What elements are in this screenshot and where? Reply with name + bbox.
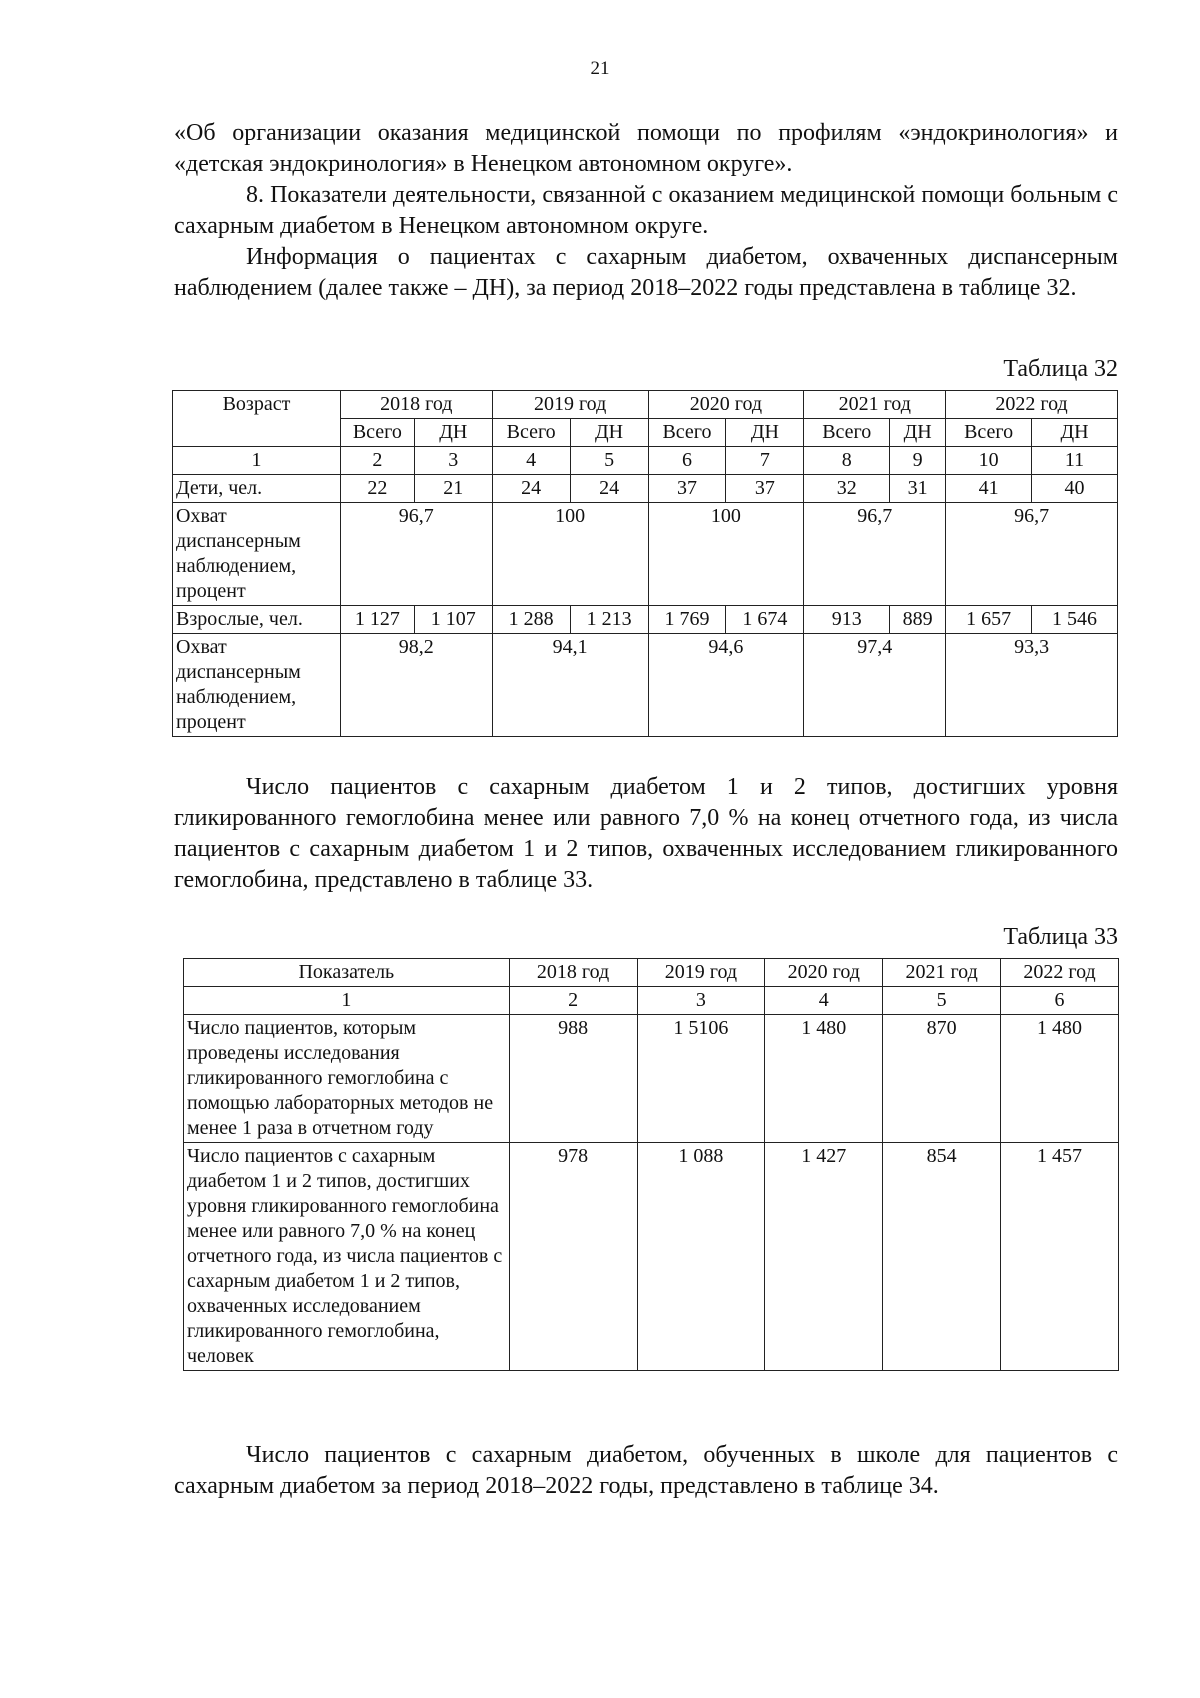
table-32-children-row [173,475,1118,503]
table-33-cell: 6 [1001,987,1119,1015]
table-33-cell: 978 [509,1143,637,1371]
table-32-cell: 97,4 [804,634,946,737]
final-paragraph [174,1440,1118,1502]
table-33-cell: 1 480 [765,1015,883,1143]
table-32-total-header: Всего [492,419,570,447]
table-32-cell: 22 [340,475,414,503]
table-33-cell: 870 [883,1015,1001,1143]
table-33-row-1 [184,1015,1119,1143]
table-32-cell: 3 [414,447,492,475]
table-33-year: 2021 год [883,959,1001,987]
table-32-cell: 6 [648,447,726,475]
table-32-cell: 1 546 [1032,606,1118,634]
table-32-cell: 1 674 [726,606,804,634]
table-32-year: 2018 год [340,391,492,419]
table-33-year: 2019 год [637,959,765,987]
table-33-row-label: Число пациентов с сахарным диабетом 1 и 2 типов, достигших уровня гликированного гемоглобина менее или равного 7,0 % на конец отчетного года, из числа пациентов с сахарным диабетом 1 и 2 типов, охваченных исследованием гликированного гемоглобина, человек [184,1143,510,1371]
table-32-cell: 96,7 [804,503,946,606]
table-32-total-header: Всего [804,419,890,447]
table-32-row-label: Дети, чел. [173,475,341,503]
table-32-cell: 10 [946,447,1032,475]
middle-paragraph-text: Число пациентов с сахарным диабетом 1 и 2 типов, достигших уровня гликированного гемоглобина менее или равного 7,0 % на конец отчетного года, из числа пациентов с сахарным диабетом 1 и 2 типов, охваченных исследованием гликированного гемоглобина, представлено в таблице 33. [174,774,1118,893]
table-33-cell: 3 [637,987,765,1015]
intro-paragraph-2-text: 8. Показатели деятельности, связанной с оказанием медицинской помощи больным с сахарным диабетом в Ненецком автономном округе. [174,182,1118,239]
table-33-year: 2022 год [1001,959,1119,987]
table-33-cell: 1 427 [765,1143,883,1371]
intro-paragraph-3 [174,242,1118,304]
table-32-cell: 98,2 [340,634,492,737]
table-32-cell: 1 769 [648,606,726,634]
table-32-cell: 913 [804,606,890,634]
table-32-cell: 24 [492,475,570,503]
table-32-cell: 889 [890,606,946,634]
table-33-cell: 5 [883,987,1001,1015]
table-32-cell: 24 [570,475,648,503]
table-32-dn-header: ДН [1032,419,1118,447]
table-32-cell: 94,1 [492,634,648,737]
table-32-cell: 96,7 [340,503,492,606]
table-32-cell: 94,6 [648,634,804,737]
table-32-cell: 1 657 [946,606,1032,634]
table-32-total-header: Всего [340,419,414,447]
table-33-header-row [184,959,1119,987]
table-32-cell: 1 213 [570,606,648,634]
table-33-cell: 988 [509,1015,637,1143]
table-33-row-label: Число пациентов, которым проведены исследования гликированного гемоглобина с помощью лабораторных методов не менее 1 раза в отчетном году [184,1015,510,1143]
table-32-cell: 7 [726,447,804,475]
table-32-cell: 11 [1032,447,1118,475]
intro-paragraph-2 [174,180,1118,242]
table-33-year: 2018 год [509,959,637,987]
table-32-cell: 100 [492,503,648,606]
table-32-cell: 5 [570,447,648,475]
table-32-cell: 100 [648,503,804,606]
table-33-cell: 1 480 [1001,1015,1119,1143]
table-33-cell: 2 [509,987,637,1015]
table-33-cell: 1 [184,987,510,1015]
table-32-number-row [173,447,1118,475]
table-32-cell: 93,3 [946,634,1118,737]
table-33-cell: 4 [765,987,883,1015]
table-33-cell: 1 457 [1001,1143,1119,1371]
table-32-cell: 37 [726,475,804,503]
table-32-row-label: Охват диспансерным наблюдением, процент [173,634,341,737]
table-32-cell: 37 [648,475,726,503]
table-32 [172,390,1118,737]
table-32-cell: 41 [946,475,1032,503]
table-32-cell: 1 288 [492,606,570,634]
table-33-caption: Таблица 33 [1003,924,1118,950]
table-32-cell: 1 127 [340,606,414,634]
table-32-dn-header: ДН [414,419,492,447]
table-32-cell: 4 [492,447,570,475]
table-32-total-header: Всего [648,419,726,447]
middle-paragraph [174,772,1118,896]
table-32-row-label: Охват диспансерным наблюдением, процент [173,503,341,606]
table-33-indicator-header: Показатель [184,959,510,987]
table-32-cell: 2 [340,447,414,475]
table-32-year: 2021 год [804,391,946,419]
table-32-adults-coverage-row [173,634,1118,737]
table-32-cell: 31 [890,475,946,503]
table-32-year: 2022 год [946,391,1118,419]
intro-paragraph-3-text: Информация о пациентах с сахарным диабетом, охваченных диспансерным наблюдением (далее также – ДН), за период 2018–2022 годы представлена в таблице 32. [174,244,1118,301]
table-32-row-label: Взрослые, чел. [173,606,341,634]
table-33-year: 2020 год [765,959,883,987]
table-32-dn-header: ДН [890,419,946,447]
table-32-cell: 1 [173,447,341,475]
table-32-caption: Таблица 32 [1003,356,1118,382]
table-32-cell: 8 [804,447,890,475]
table-32-dn-header: ДН [726,419,804,447]
table-32-cell: 1 107 [414,606,492,634]
table-33-cell: 1 5106 [637,1015,765,1143]
table-33-number-row [184,987,1119,1015]
page-number: 21 [590,58,610,79]
table-32-cell: 40 [1032,475,1118,503]
table-32-cell: 21 [414,475,492,503]
table-32-cell: 32 [804,475,890,503]
table-32-year-row [173,391,1118,419]
table-32-children-coverage-row [173,503,1118,606]
table-32-age-header: Возраст [173,391,341,447]
table-32-dn-header: ДН [570,419,648,447]
table-32-year: 2019 год [492,391,648,419]
table-32-total-header: Всего [946,419,1032,447]
intro-paragraph-1: «Об организации оказания медицинской помощи по профилям «эндокринология» и «детская эндокринология» в Ненецком автономном округе». [174,120,1118,177]
table-33 [183,958,1119,1371]
table-32-cell: 96,7 [946,503,1118,606]
table-32-adults-row [173,606,1118,634]
final-paragraph-text: Число пациентов с сахарным диабетом, обученных в школе для пациентов с сахарным диабетом за период 2018–2022 годы, представлено в таблице 34. [174,1442,1118,1499]
table-33-row-2 [184,1143,1119,1371]
table-33-cell: 854 [883,1143,1001,1371]
table-32-cell: 9 [890,447,946,475]
table-32-year: 2020 год [648,391,804,419]
table-33-cell: 1 088 [637,1143,765,1371]
